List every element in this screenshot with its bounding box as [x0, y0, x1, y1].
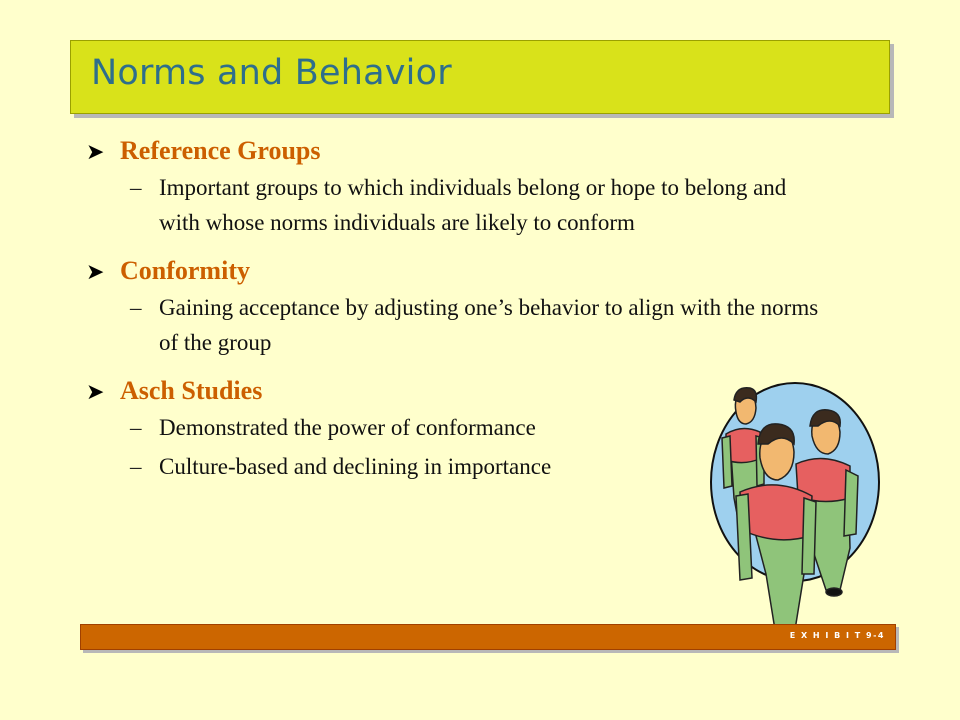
heading-text: Conformity — [120, 256, 250, 285]
arrow-bullet-icon: ➤ — [86, 380, 105, 405]
people-group-illustration — [700, 378, 885, 646]
dash-bullet-icon: – — [130, 175, 142, 200]
sub-bullet-text: Demonstrated the power of conformance — [159, 415, 536, 440]
arrow-bullet-icon: ➤ — [86, 260, 105, 285]
slide-title: Norms and Behavior — [91, 53, 452, 93]
sub-bullet — [130, 290, 846, 360]
arrow-bullet-icon: ➤ — [86, 140, 105, 165]
dash-bullet-icon: – — [130, 454, 142, 479]
sub-bullet-text: Gaining acceptance by adjusting one’s behavior to align with the norms of the group — [159, 295, 819, 355]
footer-bar — [80, 624, 896, 650]
bullet-heading-reference-groups — [86, 136, 846, 166]
heading-text: Reference Groups — [120, 136, 321, 165]
sub-bullet-text: Important groups to which individuals belong or hope to belong and with whose norms individuals are likely to conform — [159, 175, 787, 235]
heading-text: Asch Studies — [120, 376, 263, 405]
exhibit-label: E X H I B I T 9-4 — [789, 631, 885, 640]
title-bar — [70, 40, 890, 114]
sub-bullet-text: Culture-based and declining in importance — [159, 454, 552, 479]
dash-bullet-icon: – — [130, 295, 142, 320]
sub-bullet — [130, 170, 846, 240]
dash-bullet-icon: – — [130, 415, 142, 440]
bullet-heading-conformity — [86, 256, 846, 286]
